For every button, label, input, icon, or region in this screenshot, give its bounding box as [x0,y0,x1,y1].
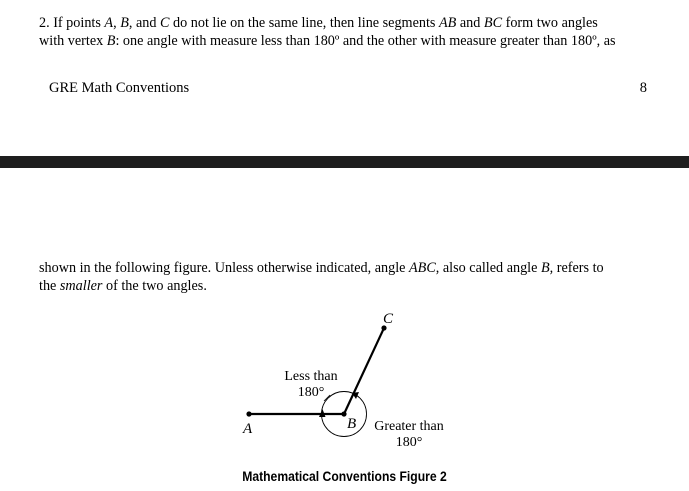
greater-than-text: Greater than [374,419,444,434]
text-run: , also called angle [435,260,541,276]
segment-bc [344,328,384,414]
point-a-ref: A [104,15,114,31]
text-run: the [39,277,60,294]
point-c-label: C [383,311,394,327]
point-b-dot [341,411,346,416]
greater-than-degree: 180° [395,435,423,450]
page-number: 8 [639,80,647,96]
text-run: refers to [553,260,604,276]
text-run: of the two angles. [102,277,207,294]
greater-than-label [368,419,450,451]
text-run: , [113,15,121,31]
vertex-b-ref: B [106,32,116,49]
point-a-label: A [243,421,253,437]
less-than-label [277,369,345,401]
footer-title: GRE Math Conventions [49,80,190,96]
text-run: shown in the following figure. Unless otherwise indicated, angle [39,260,409,276]
point-b-label: B [347,416,357,432]
figure-caption: Mathematical Conventions Figure 2 [242,469,447,484]
text-run: , and [128,15,160,31]
point-a-dot [246,411,251,416]
point-b-ref: B [120,15,129,31]
angle-b-ref: B, [540,260,554,276]
text-run: and [456,15,484,31]
segment-bc-ref: BC [483,15,503,31]
text-run: form two angles [502,15,598,31]
less-than-text: Less than [284,369,338,384]
point-c-ref: C [160,15,170,31]
text-run: : one angle with measure less than 180º and the other with measure greater than 180º, as [115,32,616,49]
text-run: 2. If points [39,15,105,31]
emphasis-smaller: smaller [59,277,103,294]
segment-ab-ref: AB [438,15,457,31]
less-than-degree: 180° [297,385,325,400]
text-run: with vertex [39,32,107,49]
angle-abc-ref: ABC [408,260,436,276]
text-run: do not lie on the same line, then line segments [169,15,439,31]
